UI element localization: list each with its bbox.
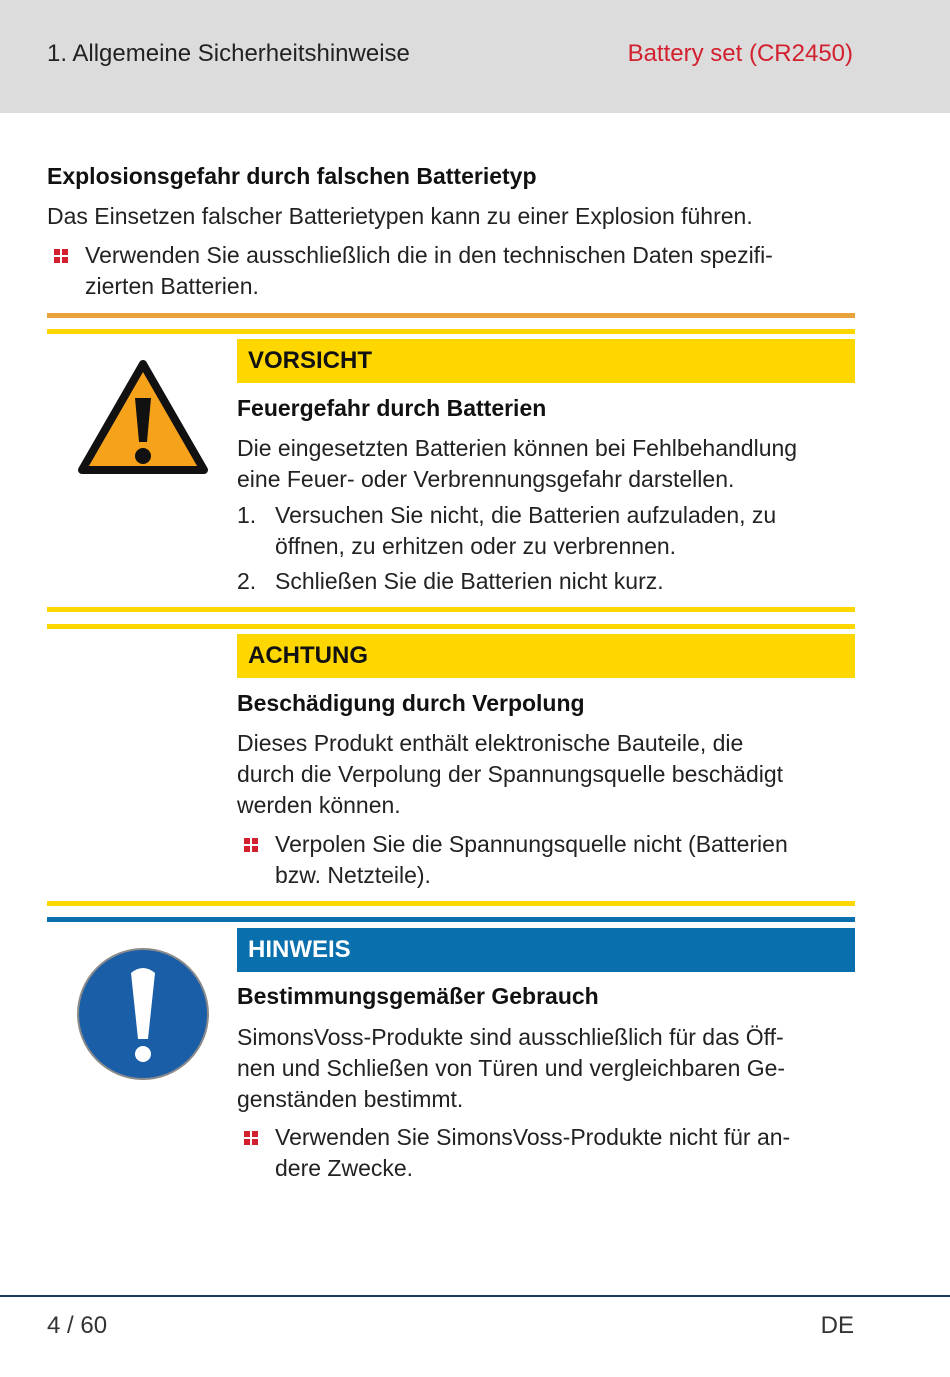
list-number: 2. xyxy=(237,568,257,594)
language-code: DE xyxy=(820,1312,854,1339)
attention-text-line1: Dieses Produkt enthält elektronische Bauteile, die xyxy=(237,730,744,756)
notice-rule-top xyxy=(47,917,855,922)
notice-banner xyxy=(237,928,855,972)
attention-text-line2: durch die Verpolung der Spannungsquelle beschädigt xyxy=(237,761,784,787)
caution-label: VORSICHT xyxy=(248,347,373,374)
notice-text-line1: SimonsVoss-Produkte sind ausschließlich für das Öff- xyxy=(237,1024,784,1050)
page-header xyxy=(0,0,950,113)
attention-banner xyxy=(237,634,855,678)
bullet-icon xyxy=(244,1131,258,1145)
caution-banner xyxy=(237,339,855,383)
explosion-bullet-line1: Verwenden Sie ausschließlich die in den technischen Daten spezifi- xyxy=(85,242,773,268)
caution-title: Feuergefahr durch Batterien xyxy=(237,395,547,421)
list-item-line1: Versuchen Sie nicht, die Batterien aufzuladen, zu xyxy=(275,502,777,528)
product-title: Battery set (CR2450) xyxy=(627,40,853,67)
notice-text-line2: nen und Schließen von Türen und vergleichbaren Ge- xyxy=(237,1055,786,1081)
section-title: 1. Allgemeine Sicherheitshinweise xyxy=(47,40,410,67)
explosion-text: Das Einsetzen falscher Batterietypen kann zu einer Explosion führen. xyxy=(47,203,753,229)
attention-title: Beschädigung durch Verpolung xyxy=(237,690,585,716)
page-number: 4 / 60 xyxy=(47,1312,108,1339)
notice-bullet-line2: dere Zwecke. xyxy=(275,1155,414,1181)
footer-divider xyxy=(0,1295,950,1297)
notice-text-line3: genständen bestimmt. xyxy=(237,1086,464,1112)
list-item-line1: Schließen Sie die Batterien nicht kurz. xyxy=(275,568,664,594)
attention-rule-bottom xyxy=(47,901,855,906)
list-number: 1. xyxy=(237,502,257,528)
caution-rule-top xyxy=(47,313,855,318)
attention-rule-top xyxy=(47,624,855,629)
bullet-icon xyxy=(54,249,68,263)
attention-text-line3: werden können. xyxy=(237,792,401,818)
explosion-bullet-line2: zierten Batterien. xyxy=(85,273,259,299)
caution-text-line2: eine Feuer- oder Verbrennungsgefahr darstellen. xyxy=(237,466,735,492)
explosion-heading: Explosionsgefahr durch falschen Batterietyp xyxy=(47,163,537,189)
caution-text-line1: Die eingesetzten Batterien können bei Fehlbehandlung xyxy=(237,435,798,461)
exclamation-circle-icon xyxy=(76,947,210,1081)
caution-rule-bottom xyxy=(47,607,855,612)
notice-label: HINWEIS xyxy=(248,936,351,963)
attention-bullet-line2: bzw. Netzteile). xyxy=(275,862,431,888)
list-item-line2: öffnen, zu erhitzen oder zu verbrennen. xyxy=(275,533,677,559)
attention-label: ACHTUNG xyxy=(248,642,368,669)
notice-bullet-line1: Verwenden Sie SimonsVoss-Produkte nicht für an- xyxy=(275,1124,791,1150)
warning-triangle-icon xyxy=(76,358,210,476)
attention-bullet-line1: Verpolen Sie die Spannungsquelle nicht (Batterien xyxy=(275,831,788,857)
caution-rule-top-inner xyxy=(47,329,855,334)
bullet-icon xyxy=(244,838,258,852)
notice-title: Bestimmungsgemäßer Gebrauch xyxy=(237,983,599,1009)
